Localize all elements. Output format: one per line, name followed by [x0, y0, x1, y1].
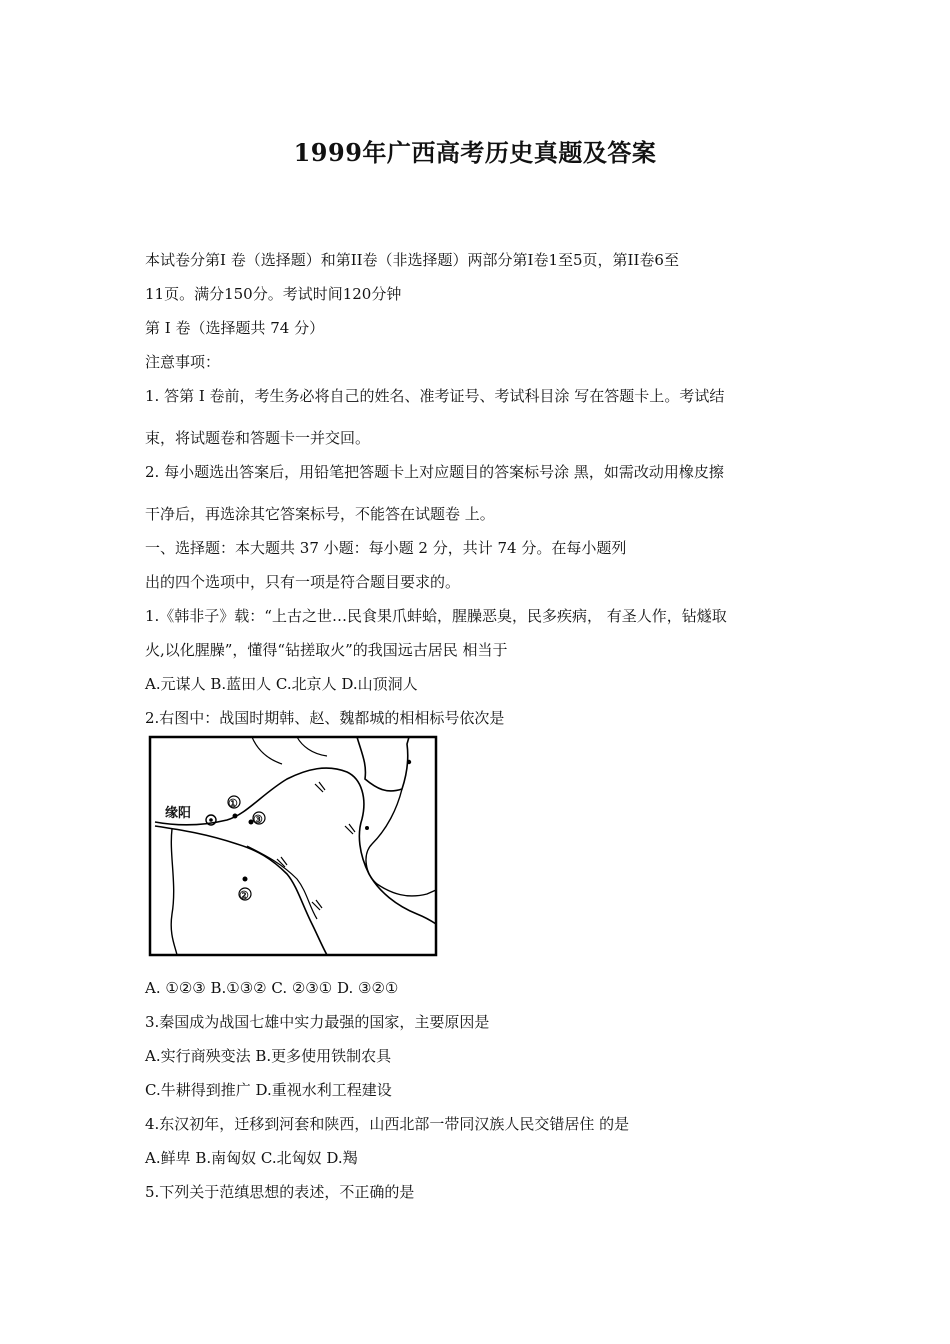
- note-1-line-1: 1. 答第 Ⅰ 卷前，考生务必将自己的姓名、准考证号、考试科目涂 写在答题卡上。考试结: [145, 387, 725, 405]
- note-1-line-2: 束，将试题卷和答题卡一并交回。: [145, 429, 371, 447]
- map-figure: [147, 734, 439, 958]
- q3-options-line-1: A.实行商殃变法 B.更多使用铁制农具: [145, 1047, 392, 1065]
- warring-states-map: [147, 734, 439, 958]
- map-city-label: 缘阳: [165, 806, 192, 821]
- part1-line-1: 一、选择题：本大题共 37 小题：每小题 2 分，共计 74 分。在每小题列: [145, 539, 627, 557]
- note-2-line-1: 2. 每小题选出答案后，用铅笔把答题卡上对应题目的答案标号涂 黑，如需改动用橡皮擦: [145, 463, 724, 481]
- q4-stem: 4.东汉初年，迁移到河套和陕西，山西北部一带同汉族人民交错居住 的是: [145, 1115, 630, 1133]
- q2-options: A. ①②③ B.①③② C. ②③① D. ③②①: [145, 979, 399, 997]
- intro-line-1: 本试卷分第Ⅰ 卷（选择题）和第II卷（非选择题）两部分第Ⅰ卷1至5页，第II卷6至: [145, 251, 679, 269]
- notes-title: 注意事项：: [145, 353, 221, 371]
- q3-stem: 3.秦国成为战国七雄中实力最强的国家，主要原因是: [145, 1013, 490, 1031]
- note-2-line-2: 干净后，再选涂其它答案标号，不能答在试题卷 上。: [145, 505, 495, 523]
- part1-line-2: 出的四个选项中，只有一项是符合题目要求的。: [145, 573, 461, 591]
- q2-stem: 2.右图中：战国时期韩、赵、魏都城的相相标号依次是: [145, 709, 505, 727]
- map-marker-3: ③: [253, 813, 263, 826]
- section-heading: 第 Ⅰ 卷（选择题共 74 分）: [145, 319, 325, 337]
- map-marker-2: ②: [239, 889, 249, 902]
- q1-options: A.元谋人 B.蓝田人 C.北京人 D.山顶洞人: [145, 675, 418, 693]
- q1-stem-line-2: 火,以化腥臊”，懂得“钻搓取火”的我国远古居民 相当于: [145, 641, 508, 659]
- page-title: 1999年广西高考历史真题及答案: [293, 138, 657, 167]
- intro-line-2: 11页。满分150分。考试时间120分钟: [145, 285, 402, 303]
- map-marker-1: ①: [228, 797, 238, 810]
- document-body: [145, 250, 810, 1216]
- q3-options-line-2: C.牛耕得到推广 D.重视水利工程建设: [145, 1081, 392, 1099]
- q5-stem: 5.下列关于范缜思想的表述，不正确的是: [145, 1183, 415, 1201]
- q1-stem-line-1: 1.《韩非子》载：“上古之世…民食果爪蚌蛤，腥臊恶臭，民多疾病， 有圣人作，钻燧取: [145, 607, 727, 625]
- q4-options: A.鲜卑 B.南匈奴 C.北匈奴 D.羯: [145, 1149, 358, 1167]
